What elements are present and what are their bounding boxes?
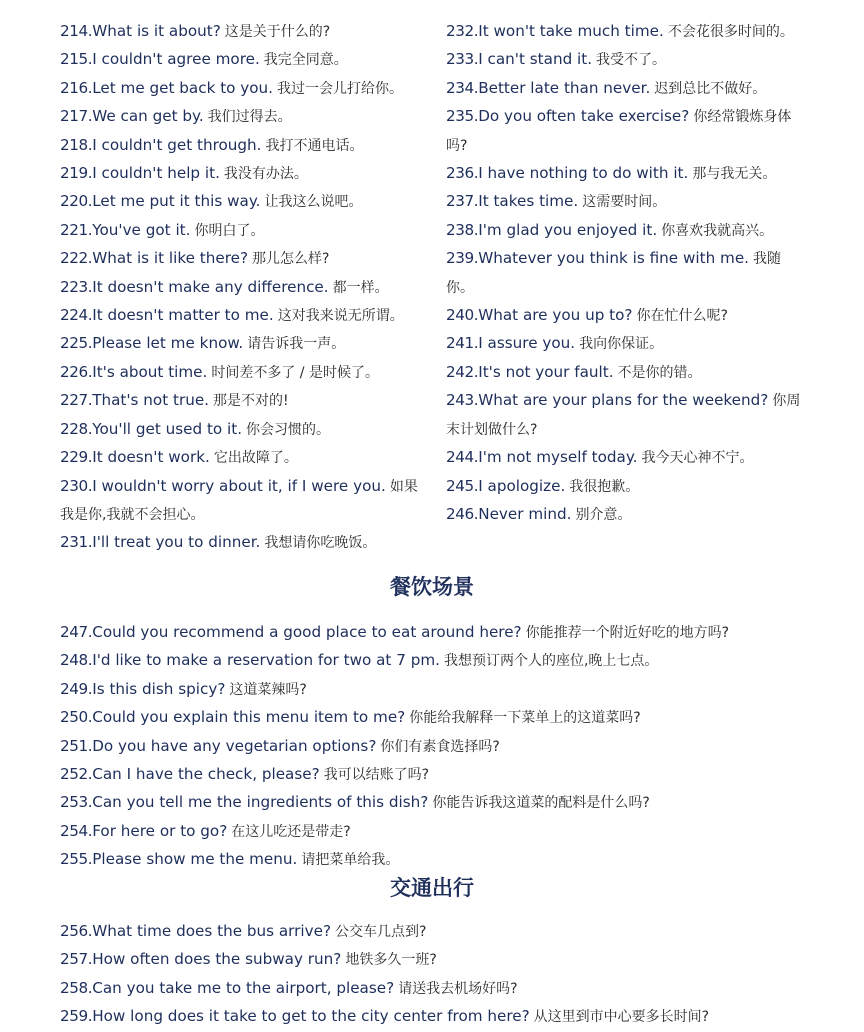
phrase-list-dining [60, 619, 840, 875]
phrase-list-right [446, 18, 808, 529]
phrase-chinese: 地铁多久一班? [345, 952, 437, 969]
phrase-number: 231. [60, 533, 93, 552]
phrase-number: 256. [60, 922, 93, 940]
list-item [446, 387, 808, 444]
phrase-chinese: 不会花很多时间的。 [667, 24, 794, 40]
phrase-chinese: 我打不通电话。 [265, 137, 364, 154]
phrase-chinese: 这需要时间。 [582, 194, 667, 211]
list-item [60, 704, 840, 732]
phrase-chinese: 你能告诉我这道菜的配料是什么吗? [432, 795, 650, 812]
list-item [446, 473, 808, 501]
phrase-number: 240. [446, 306, 479, 325]
phrase-chinese: 别介意。 [575, 506, 632, 523]
phrase-chinese: 我过一会儿打给你。 [277, 80, 404, 97]
phrase-number: 224. [60, 306, 93, 325]
section-title-transport: 交通出行 [390, 876, 474, 900]
phrase-chinese: 你会习惯的。 [246, 421, 331, 438]
phrase-number: 241. [446, 334, 479, 353]
phrase-english: It doesn't make any difference. [92, 277, 329, 296]
list-item [446, 18, 808, 46]
phrase-number: 249. [60, 679, 93, 698]
list-item [60, 46, 428, 74]
phrase-english: Please let me know. [92, 334, 244, 353]
list-item [60, 188, 428, 216]
phrase-number: 252. [60, 765, 93, 784]
phrase-chinese: 从这里到市中心要多长时间? [533, 1009, 710, 1026]
phrase-english: I couldn't agree more. [92, 50, 260, 69]
phrase-english: Let me put it this way. [92, 192, 261, 211]
phrase-chinese: 这道菜辣吗? [229, 681, 307, 698]
list-item [60, 676, 840, 704]
phrase-number: 245. [446, 476, 479, 495]
list-item [60, 473, 428, 530]
phrase-number: 217. [60, 107, 93, 126]
phrase-number: 253. [60, 793, 93, 812]
phrase-chinese: 那与我无关。 [692, 166, 777, 183]
list-item [446, 188, 808, 216]
phrase-number: 216. [60, 78, 93, 97]
phrase-english: I'll treat you to dinner. [92, 533, 261, 552]
phrase-number: 230. [60, 476, 93, 495]
phrase-english: It's about time. [92, 362, 208, 381]
phrase-number: 234. [446, 78, 479, 97]
list-item [60, 818, 840, 846]
list-item [446, 302, 808, 330]
phrase-english: I couldn't get through. [92, 135, 262, 154]
phrase-number: 244. [446, 448, 479, 467]
list-item [446, 444, 808, 472]
phrase-chinese: 我向你保证。 [579, 336, 664, 353]
list-item [446, 46, 808, 74]
phrase-english: Better late than never. [478, 78, 651, 97]
phrase-chinese: 我随你。 [446, 251, 781, 296]
phrase-chinese: 这是关于什么的? [224, 24, 331, 40]
phrase-english: We can get by. [92, 107, 204, 126]
phrase-number: 221. [60, 220, 93, 239]
phrase-number: 247. [60, 623, 93, 641]
list-item [60, 160, 428, 188]
phrase-number: 233. [446, 50, 479, 69]
phrase-chinese: 在这儿吃还是带走? [231, 823, 351, 840]
phrase-number: 248. [60, 651, 93, 670]
phrase-number: 214. [60, 22, 93, 40]
phrase-english: That's not true. [92, 391, 209, 410]
phrase-chinese: 公交车几点到? [335, 924, 427, 940]
list-item [60, 132, 428, 160]
phrase-chinese: 你能给我解释一下菜单上的这道菜吗? [409, 710, 641, 727]
phrase-english: Never mind. [478, 504, 572, 523]
phrase-number: 235. [446, 107, 479, 126]
phrase-english: How often does the subway run? [92, 950, 342, 969]
list-item [60, 103, 428, 131]
phrase-number: 236. [446, 164, 479, 183]
phrase-chinese: 那儿怎么样? [252, 251, 330, 268]
phrase-chinese: 我们过得去。 [207, 109, 292, 126]
list-item [60, 647, 840, 675]
phrase-number: 222. [60, 249, 93, 268]
phrase-english: How long does it take to get to the city center from here? [92, 1007, 530, 1026]
phrase-number: 243. [446, 391, 479, 410]
phrase-chinese: 我想请你吃晚饭。 [264, 535, 377, 552]
phrase-english: It won't take much time. [478, 22, 664, 40]
phrase-chinese: 我可以结账了吗? [323, 767, 430, 784]
phrase-chinese: 让我这么说吧。 [264, 194, 363, 211]
phrase-english: It takes time. [478, 192, 579, 211]
phrase-number: 225. [60, 334, 93, 353]
phrase-chinese: 你经常锻炼身体吗? [446, 109, 792, 154]
list-item [60, 274, 428, 302]
phrase-number: 228. [60, 419, 93, 438]
phrase-english: Whatever you think is fine with me. [478, 249, 749, 268]
phrase-english: I have nothing to do with it. [478, 164, 689, 183]
phrase-chinese: 你能推荐一个附近好吃的地方吗? [525, 625, 730, 641]
phrase-english: Do you often take exercise? [478, 107, 690, 126]
phrase-number: 242. [446, 362, 479, 381]
list-item [446, 359, 808, 387]
list-item [60, 946, 840, 974]
phrase-english: I assure you. [478, 334, 576, 353]
phrase-chinese: 我今天心神不宁。 [641, 450, 754, 467]
phrase-number: 251. [60, 736, 93, 755]
list-item [446, 245, 808, 302]
phrase-english: You've got it. [92, 220, 191, 239]
phrase-english: I wouldn't worry about it, if I were you. [92, 476, 386, 495]
list-item [446, 330, 808, 358]
phrase-chinese: 时间差不多了 / 是时候了。 [211, 364, 379, 381]
phrase-english: I apologize. [478, 476, 566, 495]
list-item [60, 733, 840, 761]
phrase-chinese: 它出故障了。 [213, 450, 298, 467]
phrase-chinese: 都一样。 [332, 279, 389, 296]
phrase-english: You'll get used to it. [92, 419, 243, 438]
phrase-chinese: 如果我是你,我就不会担心。 [60, 478, 418, 523]
phrase-number: 237. [446, 192, 479, 211]
phrase-chinese: 你喜欢我就高兴。 [661, 222, 774, 239]
phrase-english: What are your plans for the weekend? [478, 391, 769, 410]
phrase-number: 238. [446, 220, 479, 239]
list-item [60, 975, 840, 1003]
phrase-number: 219. [60, 164, 93, 183]
phrase-english: I'm not myself today. [478, 448, 638, 467]
phrase-chinese: 请把菜单给我。 [301, 852, 400, 869]
list-item [60, 75, 428, 103]
phrase-list-transport [60, 918, 840, 1032]
phrase-chinese: 我完全同意。 [263, 52, 348, 69]
phrase-english: For here or to go? [92, 821, 228, 840]
list-item [60, 330, 428, 358]
list-item [60, 1003, 840, 1031]
phrase-english: Could you explain this menu item to me? [92, 708, 406, 727]
phrase-number: 215. [60, 50, 93, 69]
phrase-number: 220. [60, 192, 93, 211]
phrase-chinese: 请告诉我一声。 [247, 336, 346, 353]
phrase-english: Could you recommend a good place to eat around here? [92, 623, 522, 641]
phrase-english: Is this dish spicy? [92, 679, 226, 698]
phrase-english: What time does the bus arrive? [92, 922, 332, 940]
list-item [446, 103, 808, 160]
phrase-number: 239. [446, 249, 479, 268]
phrase-english: Please show me the menu. [92, 850, 298, 869]
phrase-number: 250. [60, 708, 93, 727]
phrase-chinese: 我受不了。 [596, 52, 667, 69]
list-item [60, 416, 428, 444]
phrase-english: It doesn't work. [92, 448, 210, 467]
phrase-number: 259. [60, 1007, 93, 1026]
phrase-number: 226. [60, 362, 93, 381]
phrase-chinese: 不是你的错。 [617, 364, 702, 381]
phrase-english: Let me get back to you. [92, 78, 274, 97]
phrase-number: 255. [60, 850, 93, 869]
phrase-number: 246. [446, 504, 479, 523]
list-item [60, 302, 428, 330]
phrase-english: What is it about? [92, 22, 221, 40]
phrase-number: 254. [60, 821, 93, 840]
phrase-number: 223. [60, 277, 93, 296]
list-item [60, 245, 428, 273]
phrase-chinese: 迟到总比不做好。 [654, 80, 767, 97]
list-item [446, 160, 808, 188]
phrase-chinese: 你们有素食选择吗? [380, 738, 500, 755]
phrase-english: I'd like to make a reservation for two at 7 pm. [92, 651, 440, 670]
phrase-chinese: 那是不对的! [213, 393, 289, 410]
phrase-chinese: 你在忙什么呢? [636, 308, 728, 325]
phrase-english: Can you take me to the airport, please? [92, 978, 395, 997]
list-item [60, 18, 428, 46]
list-item [60, 918, 840, 946]
list-item [60, 789, 840, 817]
list-item [60, 846, 840, 874]
list-item [60, 619, 840, 647]
list-item [60, 359, 428, 387]
phrase-chinese: 你周末计划做什么? [446, 393, 801, 438]
phrase-number: 257. [60, 950, 93, 969]
list-item [60, 217, 428, 245]
list-item [60, 529, 428, 557]
phrase-english: Can I have the check, please? [92, 765, 320, 784]
phrase-list-left [60, 18, 428, 558]
phrase-chinese: 这对我来说无所谓。 [277, 308, 404, 325]
phrase-number: 258. [60, 978, 93, 997]
list-item [60, 387, 428, 415]
phrase-english: Can you tell me the ingredients of this dish? [92, 793, 429, 812]
phrase-english: What are you up to? [478, 306, 633, 325]
phrase-english: Do you have any vegetarian options? [92, 736, 377, 755]
section-title-dining: 餐饮场景 [390, 575, 474, 599]
phrase-chinese: 我想预订两个人的座位,晚上七点。 [443, 653, 659, 670]
list-item [446, 75, 808, 103]
phrase-english: I couldn't help it. [92, 164, 220, 183]
list-item [446, 217, 808, 245]
phrase-number: 218. [60, 135, 93, 154]
phrase-english: I'm glad you enjoyed it. [478, 220, 658, 239]
list-item [60, 761, 840, 789]
phrase-chinese: 我没有办法。 [223, 166, 308, 183]
phrase-chinese: 我很抱歉。 [569, 478, 640, 495]
phrase-english: It doesn't matter to me. [92, 306, 274, 325]
list-item [446, 501, 808, 529]
phrase-english: It's not your fault. [478, 362, 614, 381]
list-item [60, 444, 428, 472]
phrase-number: 229. [60, 448, 93, 467]
phrase-number: 227. [60, 391, 93, 410]
phrase-number: 232. [446, 22, 479, 40]
phrase-chinese: 请送我去机场好吗? [398, 980, 518, 997]
phrase-chinese: 你明白了。 [194, 222, 265, 239]
phrase-english: I can't stand it. [478, 50, 593, 69]
phrase-english: What is it like there? [92, 249, 249, 268]
